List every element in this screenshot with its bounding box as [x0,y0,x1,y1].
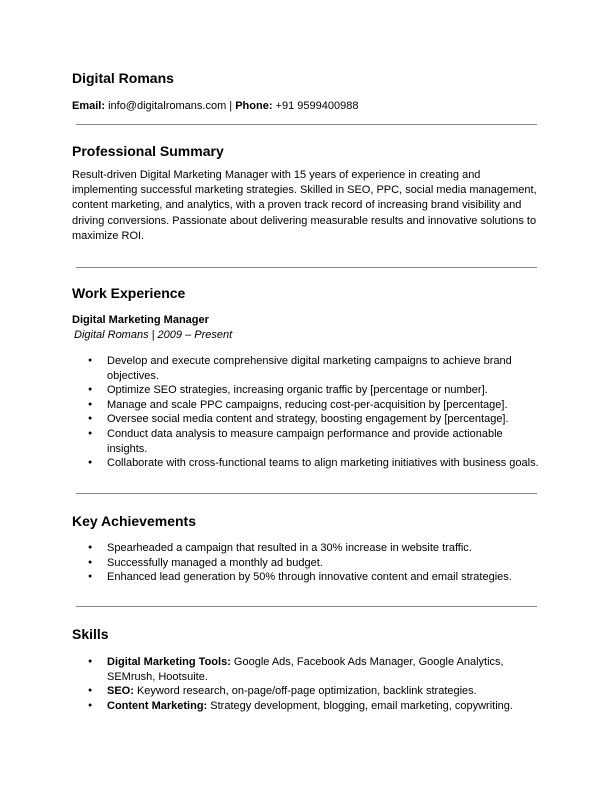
phone-label: Phone: [235,100,273,112]
divider [76,606,537,607]
header [72,70,542,114]
divider [76,124,537,125]
skill-label: SEO: [107,685,134,698]
section-title: Key Achievements [72,513,196,529]
contact-line [72,99,542,114]
list-item: ● Oversee social media content and strategy, boosting engagement by [percentage]. [107,412,542,427]
list-item: ● Optimize SEO strategies, increasing organic traffic by [percentage or number]. [107,383,542,398]
achievements-bullets [72,541,542,585]
list-item: ● Enhanced lead generation by 50% through innovative content and email strategies. [107,570,542,585]
skill-text: Google Ads, Facebook Ads Manager, Google Analytics, SEMrush, Hootsuite. [107,656,504,683]
section-title: Professional Summary [72,143,224,159]
job-title: Digital Marketing Manager [72,314,209,326]
experience-bullets [72,354,542,471]
skills-bullets [72,655,542,713]
list-item [107,684,542,699]
summary-text: Result-driven Digital Marketing Manager with 15 years of experience in creating and implementing successful marketing strategies. Skilled in SEO, PPC, social media management, content marketing, and analytics, with a proven track record of increasing brand visibility and driving conversions. Passionate about delivering measurable results and innovative solutions to maximize ROI. [72,169,537,242]
list-item [107,699,542,714]
skill-text: Keyword research, on-page/off-page optimization, backlink strategies. [133,685,477,698]
list-item [107,655,542,684]
email-label: Email: [72,100,106,112]
skill-label: Content Marketing: [107,699,208,712]
phone-value: +91 9599400988 [272,100,359,112]
achievements-section [72,513,542,585]
divider [76,493,537,494]
skills-section [72,626,542,713]
skill-text: Strategy development, blogging, email marketing, copywriting. [207,699,513,712]
skill-label: Digital Marketing Tools: [107,656,231,668]
section-title: Skills [72,626,109,642]
list-item: ● Spearheaded a campaign that resulted in a 30% increase in website traffic. [107,541,542,556]
list-item: ● Develop and execute comprehensive digital marketing campaigns to achieve brand objectives. [107,354,542,383]
job-company-dates: Digital Romans | 2009 – Present [74,329,233,341]
list-item: ● Successfully managed a monthly ad budget. [107,556,542,571]
divider [76,267,537,268]
list-item: ● Collaborate with cross-functional teams to align marketing initiatives with business goals. [107,456,542,471]
section-title: Work Experience [72,285,186,301]
email-value: info@digitalromans.com | [105,100,236,112]
summary-section [72,143,542,244]
candidate-name: Digital Romans [72,70,174,86]
list-item: ● Manage and scale PPC campaigns, reducing cost-per-acquisition by [percentage]. [107,398,542,413]
experience-section [72,285,542,471]
list-item: ● Conduct data analysis to measure campaign performance and provide actionable insights. [107,427,542,456]
